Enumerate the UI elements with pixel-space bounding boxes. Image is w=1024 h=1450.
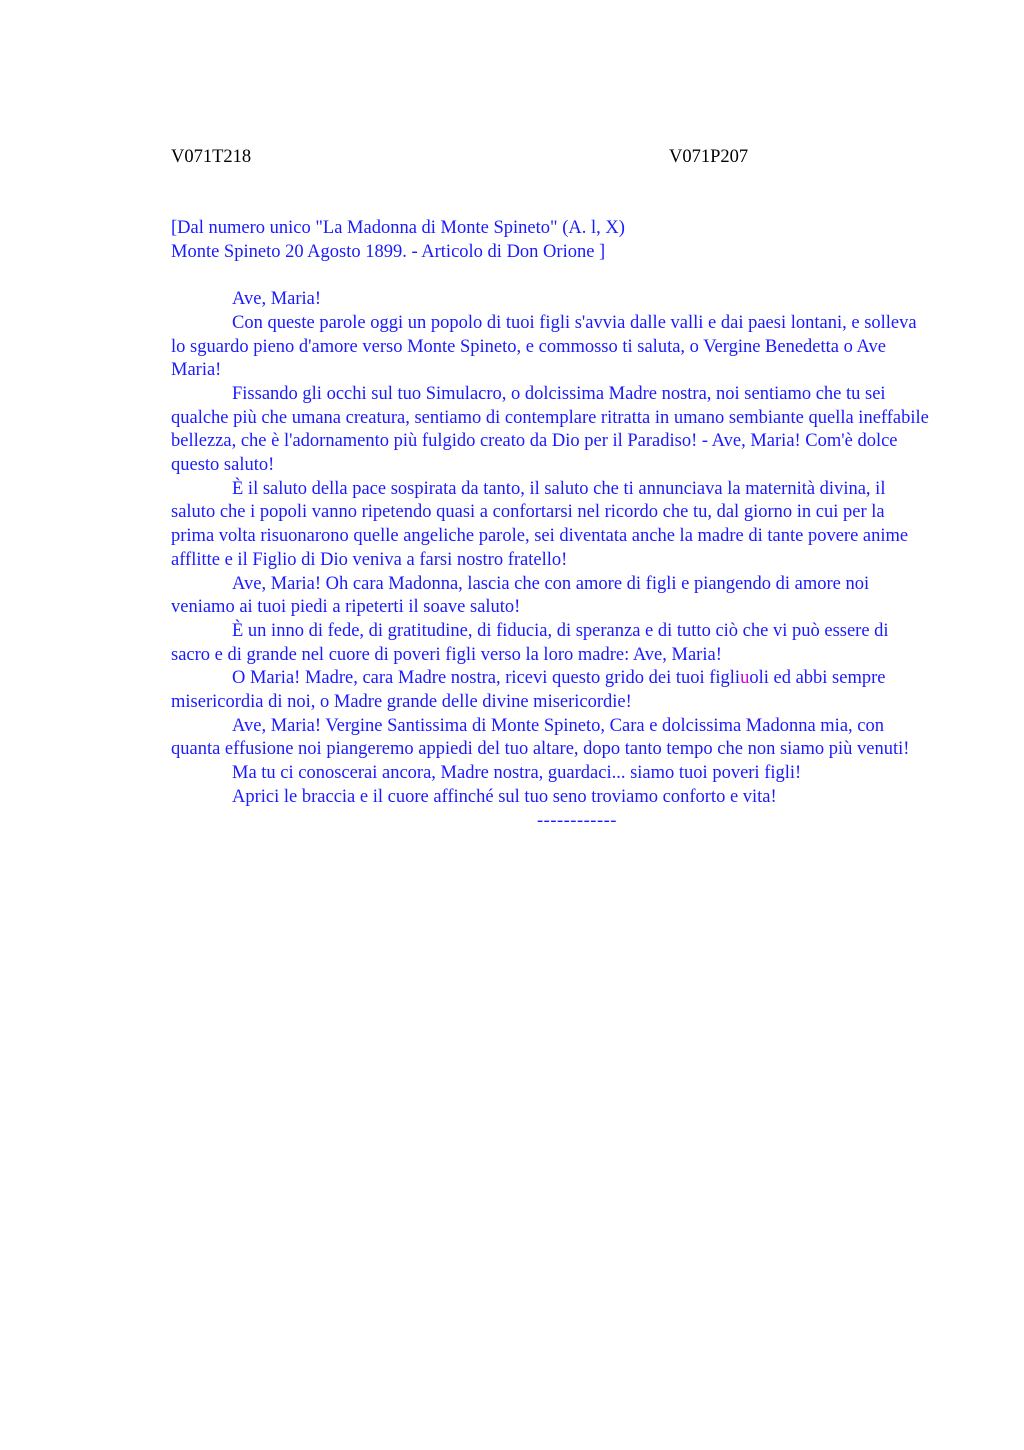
source-citation (171, 217, 931, 264)
correction-highlight: u (740, 668, 750, 689)
paragraph: Ave, Maria! (232, 289, 322, 310)
document-header (171, 146, 931, 170)
article-body (171, 288, 931, 833)
paragraph-with-correction (171, 667, 931, 714)
paragraph: Con queste parole oggi un popolo di tuoi figli s'avvia dalle valli e dai paesi lontani, e solleva lo sguardo pieno d'amore verso Monte Spineto, e commosso ti saluta, o Vergine Benedetta o Ave Maria! (171, 312, 917, 381)
paragraph: Ave, Maria! Oh cara Madonna, lascia che con amore di figli e piangendo di amore noi veniamo ai tuoi piedi a ripeterti il soave saluto! (171, 573, 870, 618)
paragraph-text: O Maria! Madre, cara Madre nostra, ricevi questo grido dei tuoi figli (232, 668, 741, 689)
paragraph: È il saluto della pace sospirata da tanto, il saluto che ti annunciava la maternità divina, il saluto che i popoli vanno ripetendo quasi a confortarsi nel ricordo che tu, dal giorno in cui per la prima volta risuonarono quelle angeliche parole, sei diventata anche la madre di tante povere anime afflitte e il Figlio di Dio veniva a farsi nostro fratello! (171, 478, 909, 570)
text-code: V071T218 (171, 147, 252, 167)
paragraph: È un inno di fede, di gratitudine, di fiducia, di speranza e di tutto ciò che vi può essere di sacro e di grande nel cuore di poveri figli verso la loro madre: Ave, Maria! (171, 620, 889, 665)
paragraph: Fissando gli occhi sul tuo Simulacro, o dolcissima Madre nostra, noi sentiamo che tu sei qualche più che umana creatura, sentiamo di contemplare ritratta in umano sembiante quella ineffabile bellezza, che è l'adornamento più fulgido creato da Dio per il Paradiso! - Ave, Maria! Com'è dolce questo saluto! (171, 383, 929, 476)
document-page (171, 146, 931, 833)
source-line-2: Monte Spineto 20 Agosto 1899. - Articolo di Don Orione ] (171, 241, 606, 262)
separator-line: ------------ (537, 810, 617, 831)
source-line-1: [Dal numero unico "La Madonna di Monte Spineto" (A. l, X) (171, 218, 625, 238)
paragraph: Ma tu ci conoscerai ancora, Madre nostra, guardaci... siamo tuoi poveri figli! (232, 763, 802, 784)
page-code: V071P207 (669, 147, 749, 167)
paragraph: Ave, Maria! Vergine Santissima di Monte Spineto, Cara e dolcissima Madonna mia, con quanta effusione noi piangeremo appiedi del tuo altare, dopo tanto tempo che non siamo più venuti! (171, 715, 910, 760)
paragraph: Aprici le braccia e il cuore affinché sul tuo seno troviamo conforto e vita! (232, 786, 777, 807)
paragraph-text: oli ed abbi sempre misericordia di noi, o Madre grande delle divine misericordie! (171, 668, 886, 713)
